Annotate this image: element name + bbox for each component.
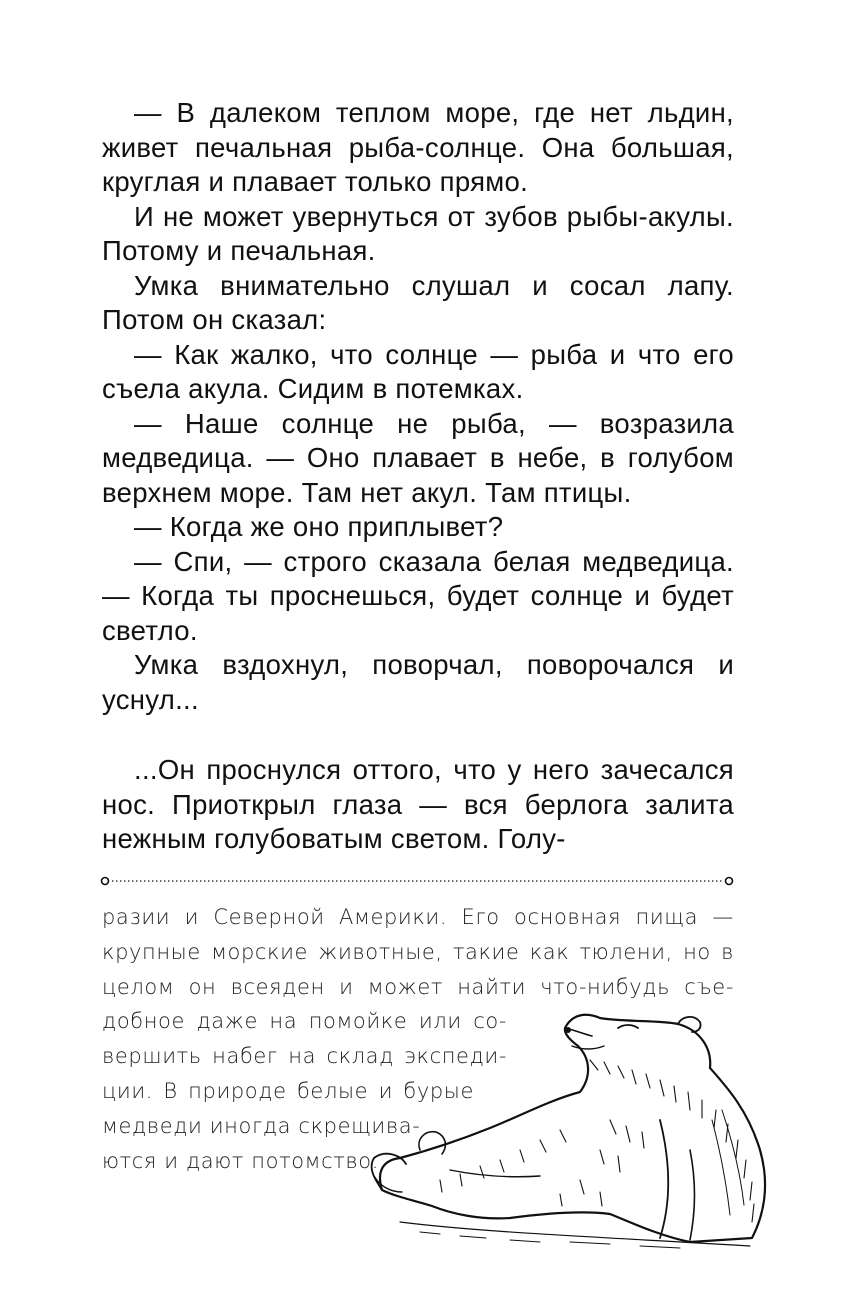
paragraph: — Спи, — строго сказала белая медведица. — Когда ты проснешься, будет солнце и будет светло.	[102, 545, 734, 646]
footnote-line: вершить набег на склад экспеди-	[102, 1044, 507, 1069]
paragraph: — В далеком теплом море, где нет льдин, живет печальная рыба-солнце. Она большая, круглая и плавает только прямо.	[102, 97, 734, 197]
footnote-line: целом он всеяден и может найти что-нибудь съе-	[102, 974, 734, 999]
footnote-divider	[100, 874, 734, 888]
story-text	[102, 96, 734, 857]
paragraph: — Когда же оно приплывет?	[134, 511, 504, 542]
paragraph: И не может увернуться от зубов рыбы-акулы. Потому и печальная.	[102, 200, 734, 266]
footnote-line: крупные морские животные, такие как тюлени, но в	[102, 939, 734, 964]
footnote-line: медведи иногда скрещива-	[102, 1113, 421, 1138]
paragraph: — Наше солнце не рыба, — возразила медведица. — Оно плавает в небе, в голубом верхнем море. Там нет акул. Там птицы.	[102, 407, 734, 508]
footnote-line: добное даже на помойке или со-	[102, 1009, 507, 1034]
paragraph: — Как жалко, что солнце — рыба и что его съела акула. Сидим в потемках.	[102, 338, 734, 404]
paragraph: Умка вздохнул, поворчал, поворочался и уснул...	[102, 649, 734, 715]
paragraph: ...Он проснулся оттого, что у него зачесался нос. Приоткрыл глаза — вся берлога залита нежным голубоватым светом. Голу-	[102, 754, 734, 854]
footnote-line: разии и Северной Америки. Его основная пища —	[102, 905, 734, 929]
polar-bear-illustration	[360, 1000, 780, 1260]
paragraph: Умка внимательно слушал и сосал лапу. Потом он сказал:	[102, 269, 734, 335]
footnote-line: ются и дают потомство.	[102, 1148, 379, 1173]
footnote-line: ции. В природе белые и бурые	[102, 1078, 474, 1103]
